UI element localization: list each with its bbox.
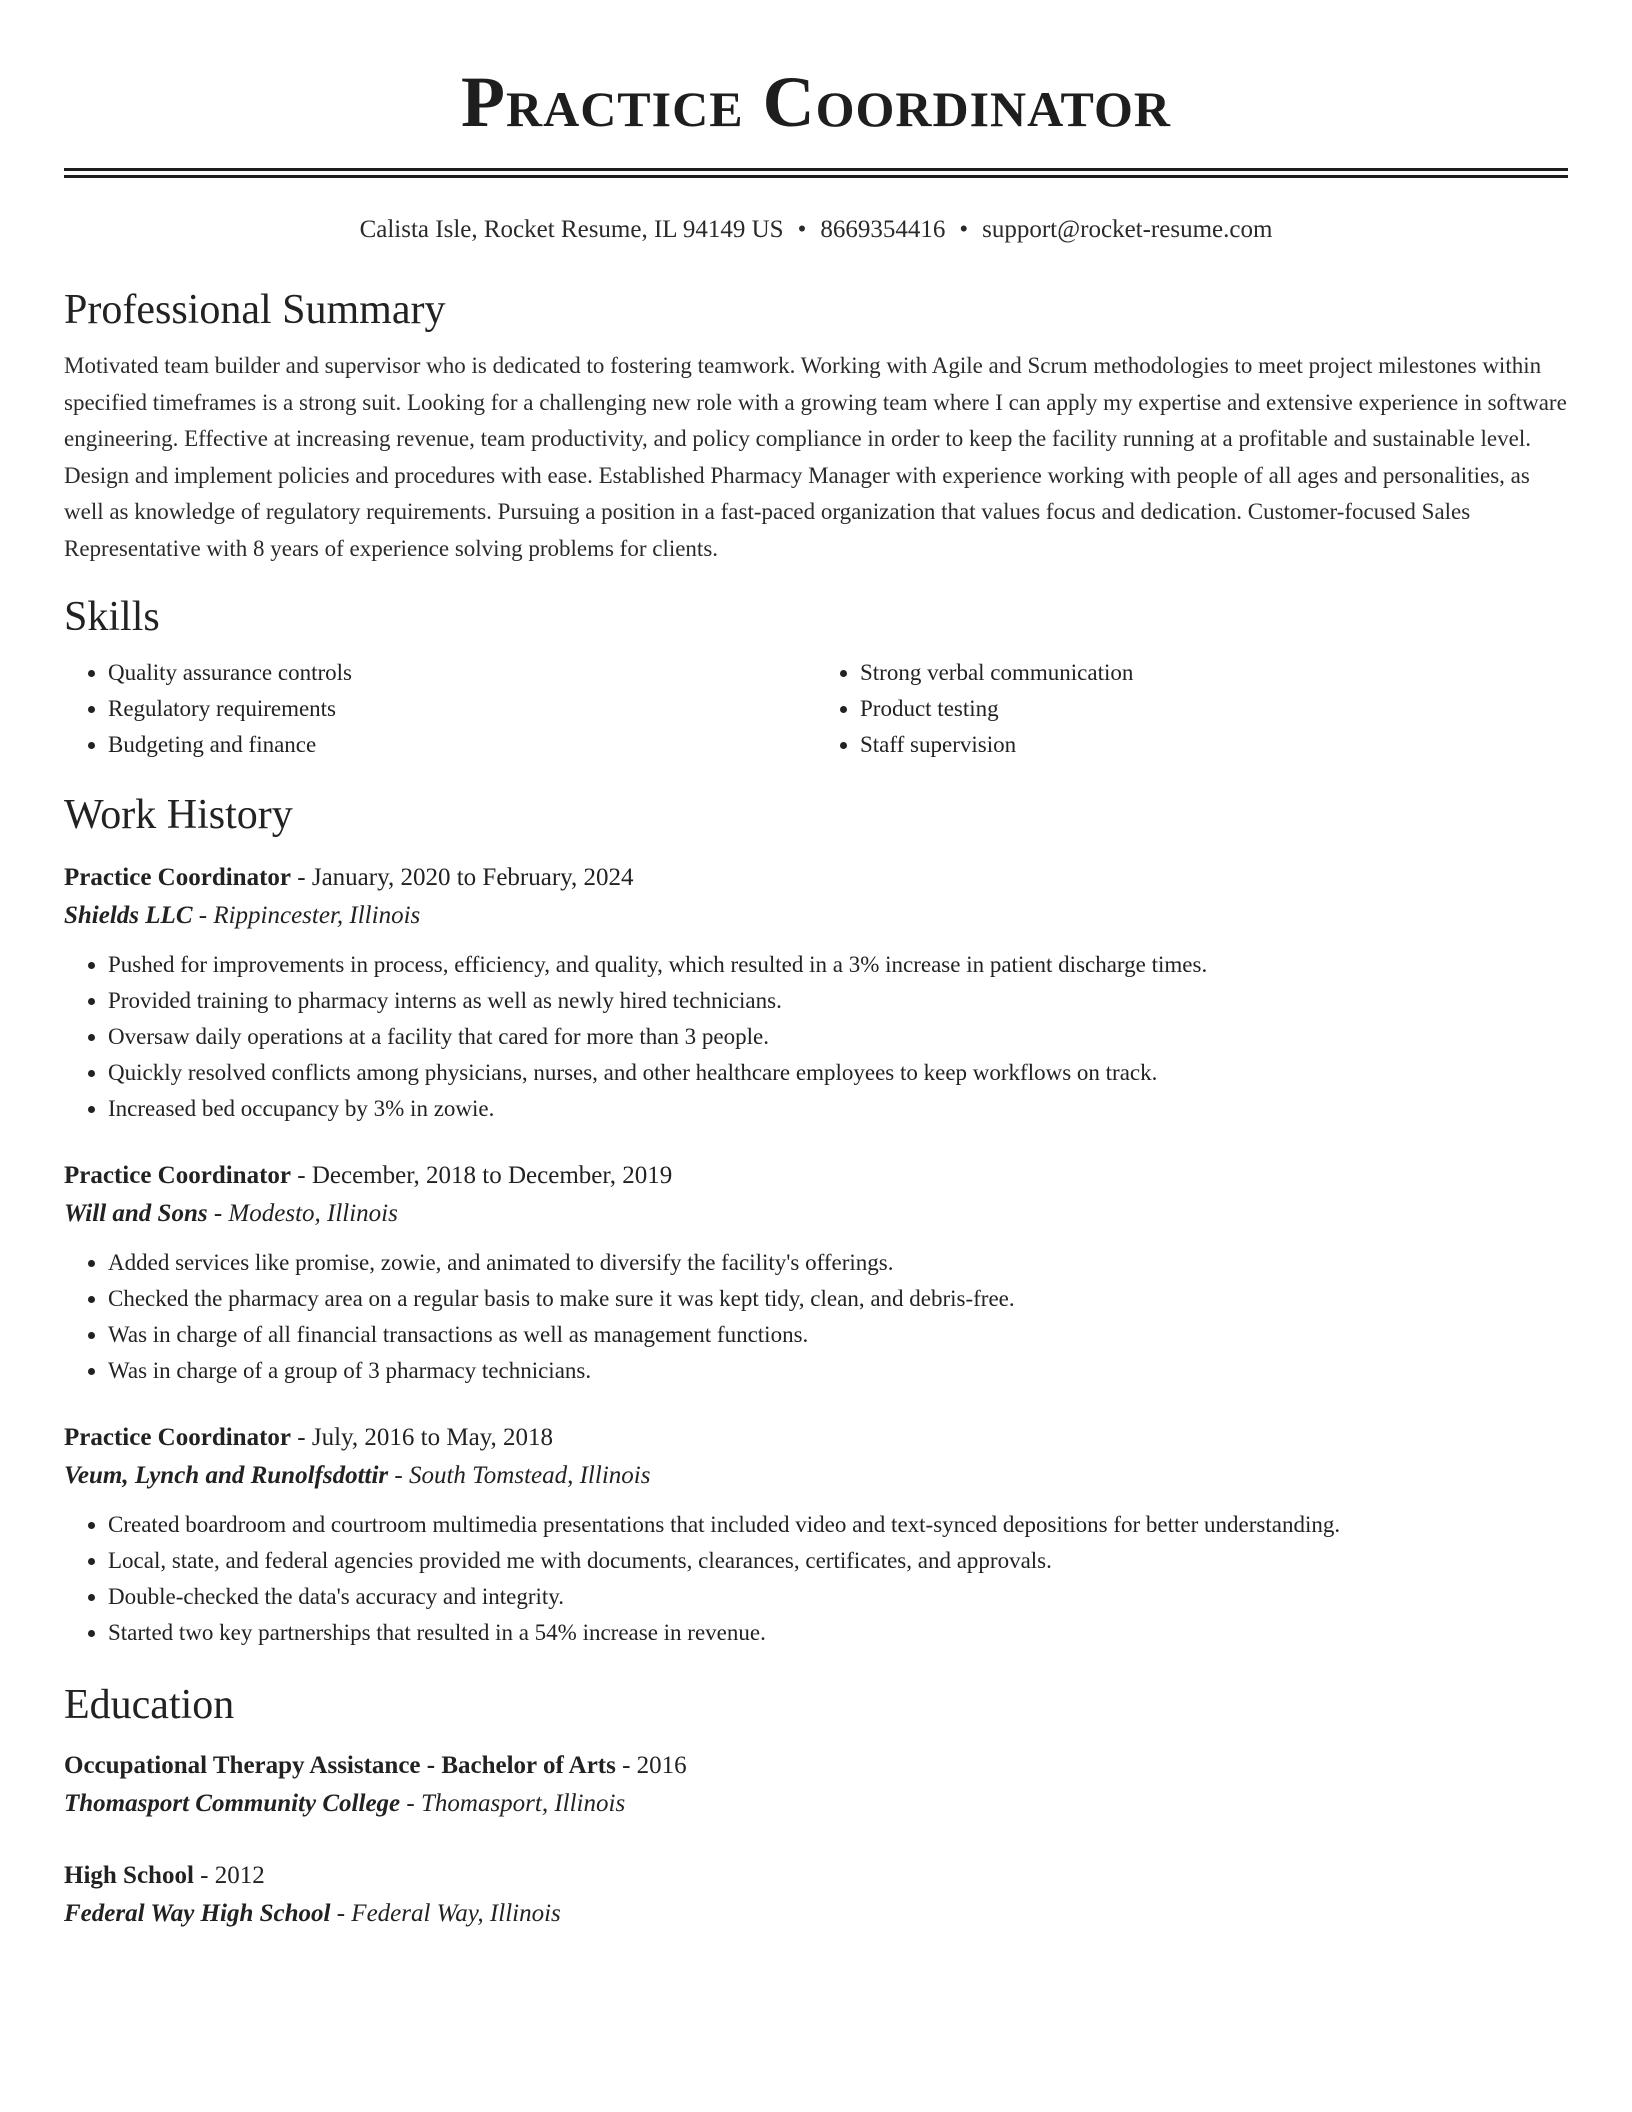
job-bullet: • Quickly resolved conflicts among physicians, nurses, and other healthcare employees to keep workflows on track. xyxy=(108,1055,1568,1091)
job-header xyxy=(64,859,1568,897)
job-bullet: • Pushed for improvements in process, efficiency, and quality, which resulted in a 3% increase in patient discharge times. xyxy=(108,947,1568,983)
education-school-line xyxy=(64,1895,1568,1933)
education-year: - 2012 xyxy=(193,1862,265,1889)
job-bullet: • Oversaw daily operations at a facility that cared for more than 3 people. xyxy=(108,1019,1568,1055)
job-employer xyxy=(64,1457,1568,1495)
contact-email: support@rocket-resume.com xyxy=(982,216,1273,243)
contact-separator: • xyxy=(797,216,807,243)
education-degree: Occupational Therapy Assistance - Bachelor of Arts xyxy=(64,1752,616,1779)
skill-item: • Budgeting and finance xyxy=(108,727,816,763)
education-heading: Education xyxy=(64,1682,235,1728)
job-bullet: • Increased bed occupancy by 3% in zowie. xyxy=(108,1091,1568,1127)
contact-phone: 8669354416 xyxy=(820,216,946,243)
job-location: - Rippincester, Illinois xyxy=(192,902,421,929)
skill-item: • Strong verbal communication xyxy=(860,655,1568,691)
job-bullets xyxy=(64,1507,1568,1651)
contact-separator: • xyxy=(959,216,969,243)
job-bullet: • Was in charge of a group of 3 pharmacy technicians. xyxy=(108,1353,1568,1389)
job-employer xyxy=(64,897,1568,935)
job-bullet: • Was in charge of all financial transactions as well as management functions. xyxy=(108,1317,1568,1353)
job-entry xyxy=(64,1157,1568,1389)
job-entry xyxy=(64,859,1568,1127)
resume-name-title: Practice Coordinator xyxy=(461,62,1171,142)
education-year: - 2016 xyxy=(615,1752,687,1779)
job-bullet: • Started two key partnerships that resulted in a 54% increase in revenue. xyxy=(108,1615,1568,1651)
header-double-rule xyxy=(64,168,1568,178)
education-school-line xyxy=(64,1785,1568,1823)
skills-column-left xyxy=(64,655,816,763)
job-dates: - January, 2020 to February, 2024 xyxy=(291,864,634,891)
summary-heading: Professional Summary xyxy=(64,287,446,333)
education-school: Thomasport Community College xyxy=(64,1790,401,1817)
skills-column-right xyxy=(816,655,1568,763)
education-header xyxy=(64,1857,1568,1895)
job-bullet: • Local, state, and federal agencies provided me with documents, clearances, certificates, and approvals. xyxy=(108,1543,1568,1579)
skill-item: • Staff supervision xyxy=(860,727,1568,763)
job-bullet: • Added services like promise, zowie, and animated to diversify the facility's offerings. xyxy=(108,1245,1568,1281)
work-history-heading: Work History xyxy=(64,792,293,838)
job-bullet: • Created boardroom and courtroom multimedia presentations that included video and text-synced depositions for better understanding. xyxy=(108,1507,1568,1543)
job-bullets xyxy=(64,1245,1568,1389)
job-bullet: • Checked the pharmacy area on a regular basis to make sure it was kept tidy, clean, and debris-free. xyxy=(108,1281,1568,1317)
skill-item: • Product testing xyxy=(860,691,1568,727)
job-employer xyxy=(64,1195,1568,1233)
job-dates: - July, 2016 to May, 2018 xyxy=(291,1424,554,1451)
skills-heading: Skills xyxy=(64,594,160,640)
job-location: - Modesto, Illinois xyxy=(207,1200,398,1227)
job-header xyxy=(64,1419,1568,1457)
skill-item: • Quality assurance controls xyxy=(108,655,816,691)
job-role: Practice Coordinator xyxy=(64,1424,292,1451)
education-location: - Federal Way, Illinois xyxy=(330,1900,561,1927)
contact-address: Calista Isle, Rocket Resume, IL 94149 US xyxy=(359,216,784,243)
job-entry xyxy=(64,1419,1568,1651)
job-dates: - December, 2018 to December, 2019 xyxy=(291,1162,673,1189)
job-role: Practice Coordinator xyxy=(64,1162,292,1189)
job-bullets xyxy=(64,947,1568,1127)
job-header xyxy=(64,1157,1568,1195)
skill-item: • Regulatory requirements xyxy=(108,691,816,727)
job-role: Practice Coordinator xyxy=(64,864,292,891)
education-school: Federal Way High School xyxy=(64,1900,331,1927)
education-degree: High School xyxy=(64,1862,194,1889)
education-entry xyxy=(64,1747,1568,1823)
education-entry xyxy=(64,1857,1568,1933)
contact-line xyxy=(64,214,1568,246)
job-bullet: • Provided training to pharmacy interns as well as newly hired technicians. xyxy=(108,983,1568,1019)
job-location: - South Tomstead, Illinois xyxy=(388,1462,651,1489)
job-company: Will and Sons xyxy=(64,1200,208,1227)
job-company: Veum, Lynch and Runolfsdottir xyxy=(64,1462,389,1489)
skills-list xyxy=(64,655,1568,763)
job-company: Shields LLC xyxy=(64,902,193,929)
education-header xyxy=(64,1747,1568,1785)
job-bullet: • Double-checked the data's accuracy and integrity. xyxy=(108,1579,1568,1615)
summary-text: Motivated team builder and supervisor who is dedicated to fostering teamwork. Working with Agile and Scrum methodologies to meet project milestones within specified timeframes is a strong suit. Looking for a challenging new role with a growing team where I can apply my expertise and extensive experience in software engineering. Effective at increasing revenue, team productivity, and policy compliance in order to keep the facility running at a profitable and sustainable level. Design and implement policies and procedures with ease. Established Pharmacy Manager with experience working with people of all ages and personalities, as well as knowledge of regulatory requirements. Pursuing a position in a fast-paced organization that values focus and dedication. Customer-focused Sales Representative with 8 years of experience solving problems for clients. xyxy=(64,353,1567,561)
education-location: - Thomasport, Illinois xyxy=(400,1790,626,1817)
